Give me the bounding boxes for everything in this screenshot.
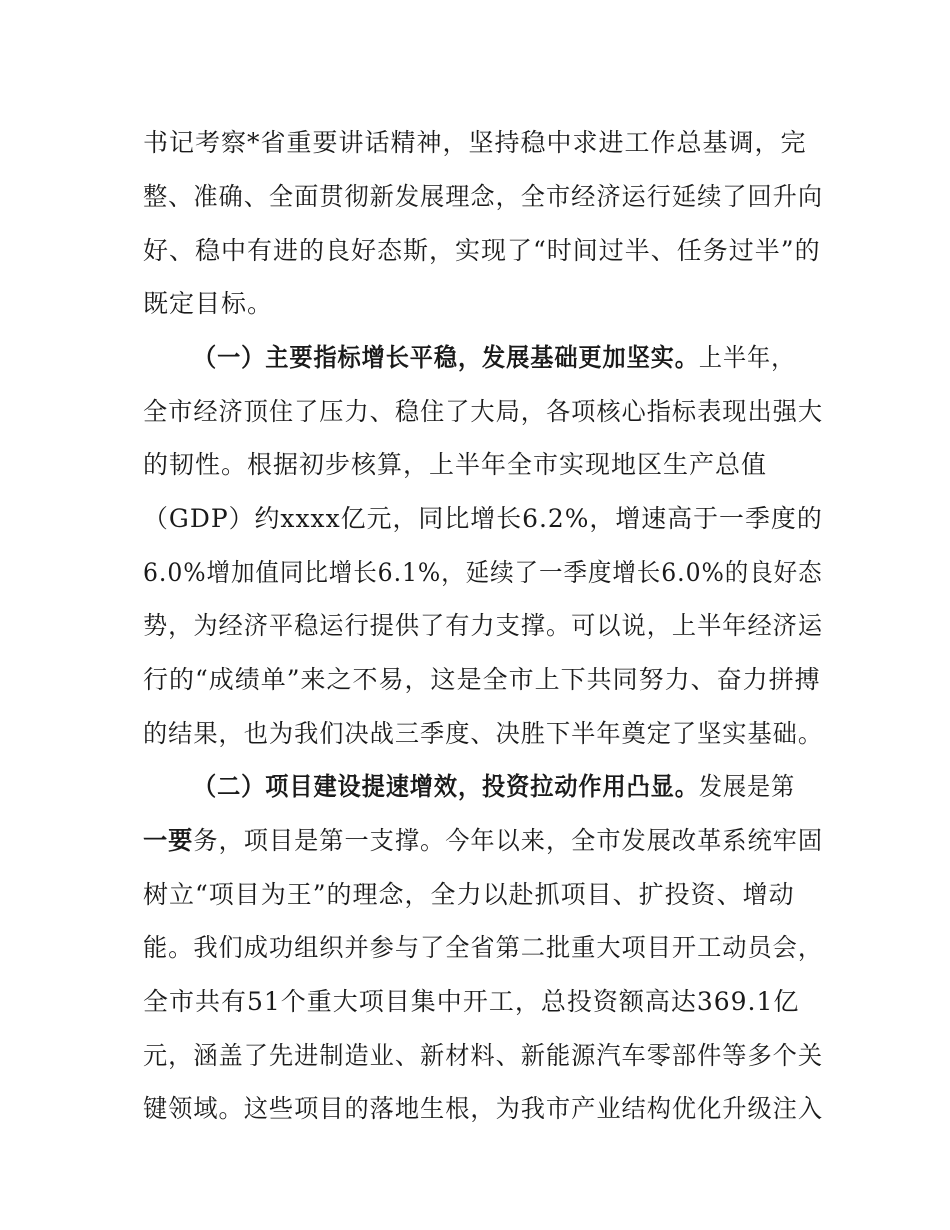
body-text-line: 的结果，也为我们决战三季度、决胜下半年奠定了坚实基础。 (143, 719, 824, 748)
body-text-line: 行的“成绩单”来之不易，这是全市上下共同努力、奋力拼搏 (143, 665, 821, 694)
body-text-line: （GDP）约xxxx亿元，同比增长6.2%，增速高于一季度的 (143, 504, 823, 533)
body-text-line: 树立“项目为王”的理念，全力以赴抓项目、扩投资、增动 (143, 880, 795, 909)
body-text-line: 全市经济顶住了压力、稳住了大局，各项核心指标表现出强大 (143, 397, 824, 426)
body-text-line: 6.0%增加值同比增长6.1%，延续了一季度增长6.0%的良好态 (143, 558, 823, 587)
body-text-line: 元，涵盖了先进制造业、新材料、新能源汽车零部件等多个关 (143, 1041, 824, 1070)
section-2-second-line (143, 825, 824, 857)
section-1-heading: （一）主要指标增长平稳，发展基础更加坚实。 (193, 343, 699, 372)
body-text-line: 好、稳中有进的良好态斯，实现了“时间过半、任务过半”的 (143, 236, 821, 265)
section-1-first-line (193, 342, 823, 374)
section-1-lead: 上半年， (698, 343, 796, 372)
body-text-line: 书记考察*省重要讲话精神，坚持稳中求进工作总基调，完 (143, 128, 807, 157)
body-text-line: 既定目标。 (143, 289, 274, 318)
body-text-line: 全市共有51个重大项目集中开工，总投资额高达369.1亿 (143, 987, 800, 1016)
body-text-line: 势，为经济平稳运行提供了有力支撑。可以说，上半年经济运 (143, 611, 824, 640)
section-2-bold-fragment: 一要 (143, 826, 194, 855)
section-2-lead: 发展是第 (698, 772, 796, 801)
body-text-line: 键领域。这些项目的落地生根，为我市产业结构优化升级注入 (143, 1094, 824, 1123)
body-text-line: 的韧性。根据初步核算，上半年全市实现地区生产总值 (143, 450, 768, 479)
section-2-first-line (193, 771, 823, 803)
section-2-heading: （二）项目建设提速增效，投资拉动作用凸显。 (193, 772, 699, 801)
body-text-line: 整、准确、全面贯彻新发展理念，全市经济运行延续了回升向 (143, 182, 824, 211)
body-text-line: 能。我们成功组织并参与了全省第二批重大项目开工动员会， (143, 933, 824, 962)
section-2-second-line-text: 务，项目是第一支撑。今年以来，全市发展改革系统牢固 (193, 826, 824, 855)
